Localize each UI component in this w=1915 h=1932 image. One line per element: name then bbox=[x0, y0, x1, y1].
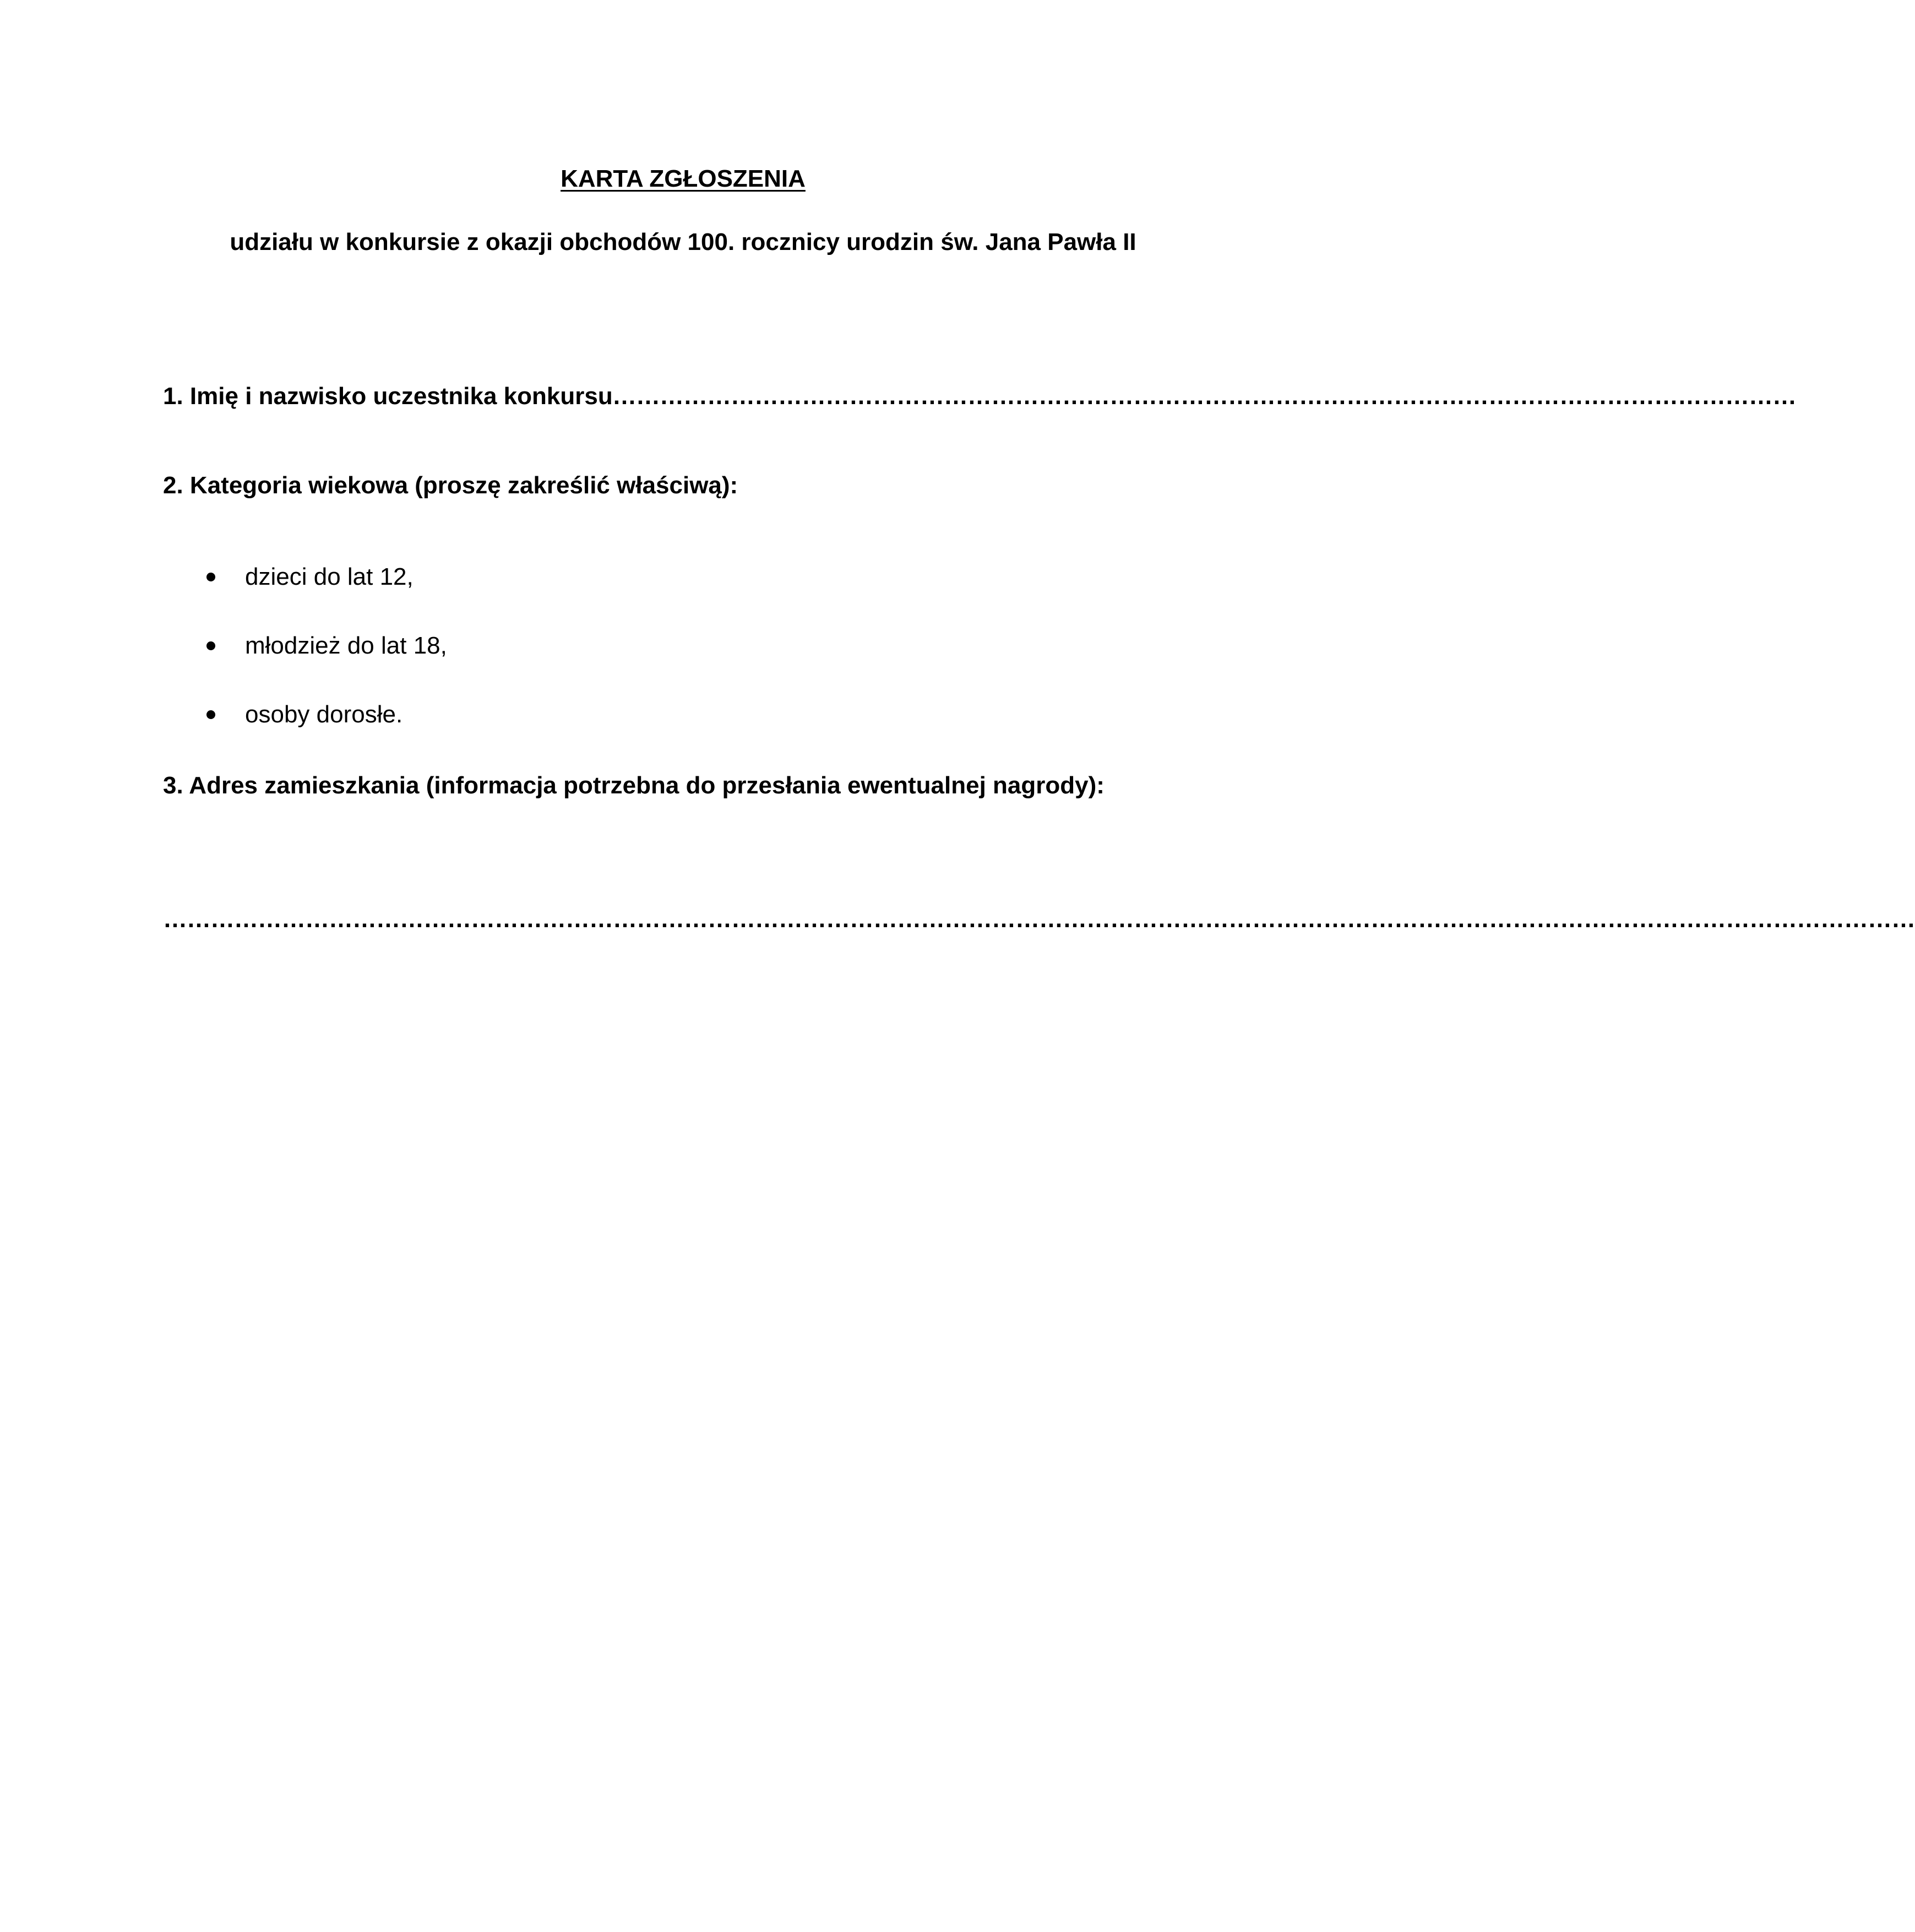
question-3-label: 3. Adres zamieszkania (informacja potrzebna do przesłania ewentualnej nagrody): bbox=[163, 772, 1105, 799]
bullet-icon bbox=[206, 641, 215, 650]
age-category-label: młodzież do lat 18, bbox=[245, 632, 447, 659]
bullet-icon bbox=[206, 710, 215, 719]
question-1-label: 1. Imię i nazwisko uczestnika konkursu bbox=[163, 383, 613, 410]
form-title: KARTA ZGŁOSZENIA bbox=[561, 165, 806, 192]
form-subtitle: udziału w konkursie z okazji obchodów 100. rocznicy urodzin św. Jana Pawła II bbox=[230, 228, 1136, 255]
question-2-label: 2. Kategoria wiekowa (proszę zakreślić właściwą): bbox=[163, 472, 738, 499]
question-1-fill-line: …………………………………………………………………………………………………………………………………… bbox=[612, 383, 1796, 410]
question-3-fill-line: …………………………………………………………………………………………………………………………………………………………………………………………………… bbox=[163, 906, 1915, 933]
bullet-icon bbox=[206, 573, 215, 581]
age-category-label: osoby dorosłe. bbox=[245, 701, 403, 728]
age-category-label: dzieci do lat 12, bbox=[245, 563, 414, 590]
